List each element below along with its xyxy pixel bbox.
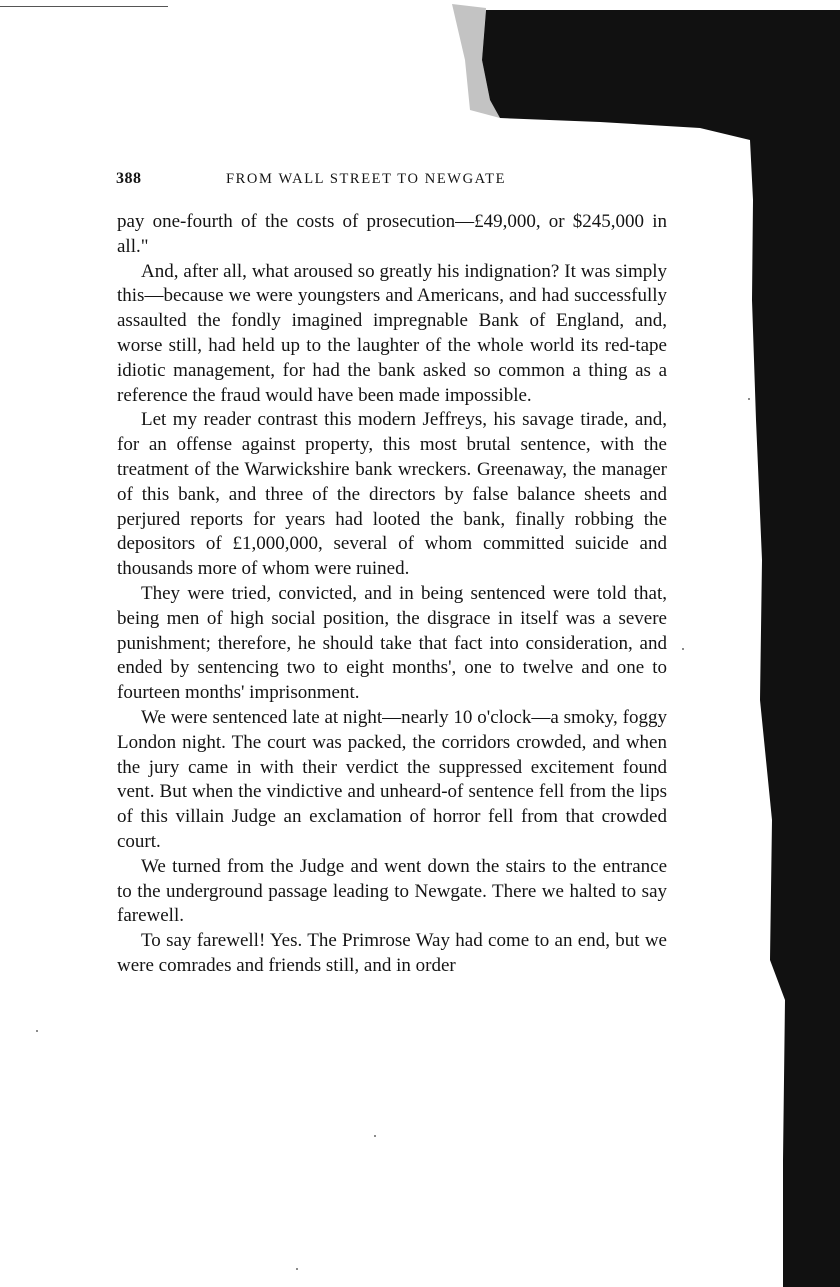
- paragraph: Let my reader contrast this modern Jeffreys, his savage tirade, and, for an offense against property, this most brutal sentence, with the treatment of the Warwickshire bank wreckers. Greenaway, the manager of this bank, and three of the directors by false balance sheets and perjured reports for years had looted the bank, finally robbing the depositors of £1,000,000, several of whom committed suicide and thousands more of whom were ruined.: [117, 409, 667, 580]
- paragraph: To say farewell! Yes. The Primrose Way had come to an end, but we were comrades and friends still, and in order: [117, 930, 667, 976]
- scan-speck: [36, 1030, 38, 1032]
- scan-speck: [748, 398, 750, 400]
- scan-speck: [296, 1268, 298, 1270]
- paragraph: And, after all, what aroused so greatly his indignation? It was simply this—because we were youngsters and Americans, and had successfully assaulted the fondly imagined impregnable Bank of England, and, worse still, had held up to the laughter of the whole world its red-tape idiotic management, for had the bank asked so common a thing as a reference the fraud would have been made impossible.: [117, 260, 667, 406]
- scan-speck: [374, 1135, 376, 1137]
- paragraph: We turned from the Judge and went down the stairs to the entrance to the underground passage leading to Newgate. There we halted to say farewell.: [117, 855, 667, 927]
- paragraph: pay one-fourth of the costs of prosecution—£49,000, or $245,000 in all.": [117, 211, 667, 257]
- page-number: 388: [116, 170, 142, 187]
- scan-speck: [682, 648, 684, 650]
- page-header: [116, 170, 676, 190]
- body-text: [117, 210, 667, 979]
- running-title: FROM WALL STREET TO NEWGATE: [226, 171, 507, 187]
- paragraph: We were sentenced late at night—nearly 10 o'clock—a smoky, foggy London night. The court was packed, the corridors crowded, and when the jury came in with their verdict the suppressed excitement found vent. But when the vindictive and unheard-of sentence fell from the lips of this villain Judge an exclamation of horror fell from that crowded court.: [117, 706, 667, 852]
- paragraph: They were tried, convicted, and in being sentenced were told that, being men of high social position, the disgrace in itself was a severe punishment; therefore, he should take that fact into consideration, and ended by sentencing two to eight months', one to twelve and one to fourteen months' imprisonment.: [117, 582, 667, 704]
